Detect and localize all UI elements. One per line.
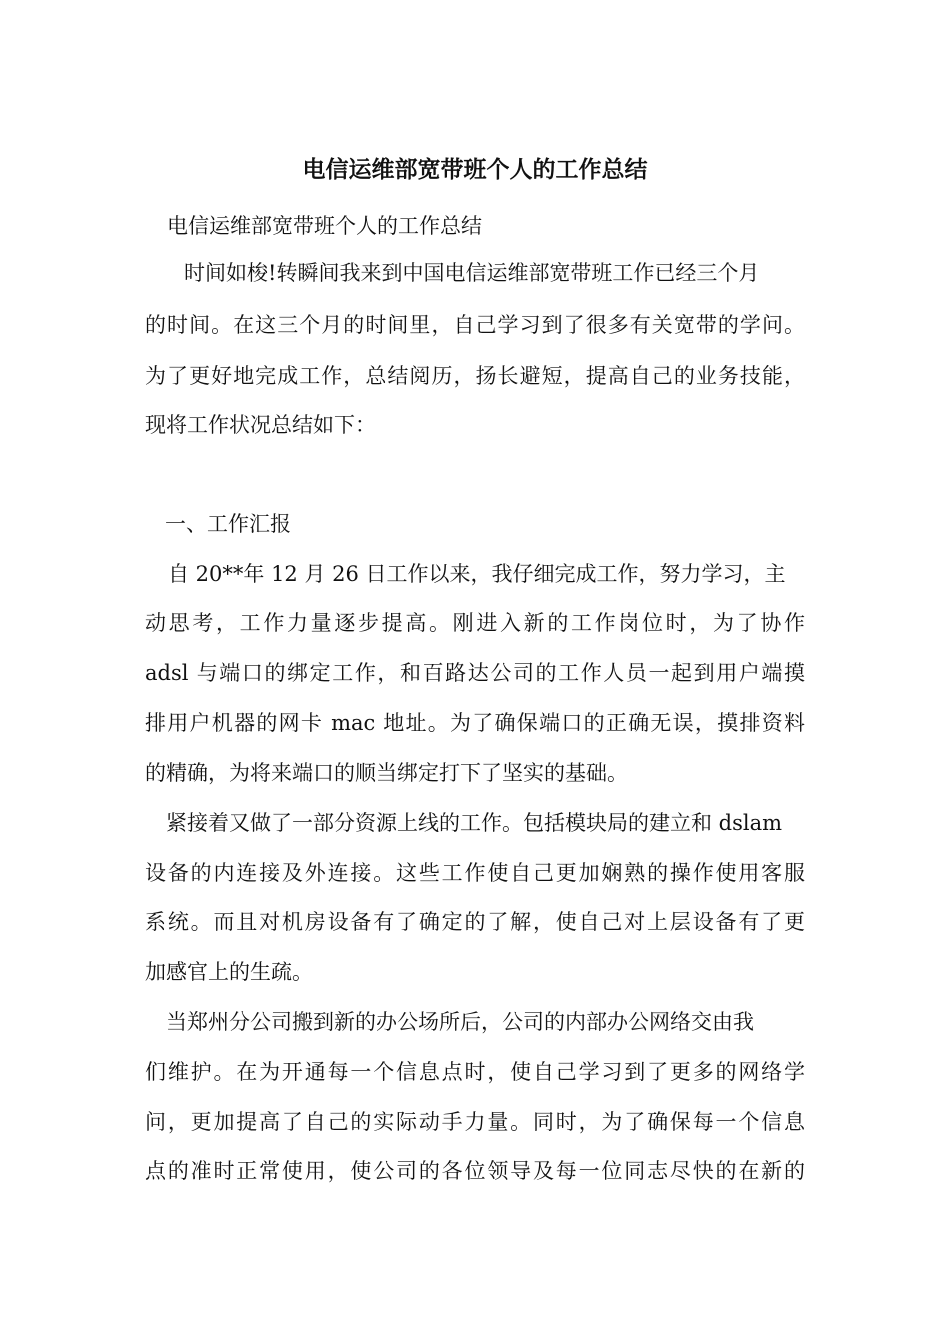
page-title: 电信运维部宽带班个人的工作总结: [302, 156, 648, 183]
paragraph1-line-1: 自 20**年 12 月 26 日工作以来，我仔细完成工作，努力学习，主: [168, 562, 786, 586]
subtitle: 电信运维部宽带班个人的工作总结: [167, 214, 482, 238]
paragraph2-line-4: 加感官上的生疏。: [145, 960, 313, 984]
paragraph3-line-1: 当郑州分公司搬到新的办公场所后，公司的内部办公网络交由我: [166, 1010, 754, 1034]
paragraph1-line-3: adsl 与端口的绑定工作，和百路达公司的工作人员一起到用户端摸: [145, 661, 805, 685]
paragraph3-line-3: 问，更加提高了自己的实际动手力量。同时，为了确保每一个信息: [145, 1110, 805, 1134]
paragraph3-line-4: 点的准时正常使用，使公司的各位领导及每一位同志尽快的在新的: [145, 1159, 805, 1183]
paragraph2-line-2: 设备的内连接及外连接。这些工作使自己更加娴熟的操作使用客服: [145, 861, 805, 885]
intro-line-2: 的时间。在这三个月的时间里，自己学习到了很多有关宽带的学问。: [145, 313, 805, 337]
paragraph2-line-1: 紧接着又做了一部分资源上线的工作。包括模块局的建立和 dslam: [166, 811, 783, 835]
intro-line-1: 时间如梭!转瞬间我来到中国电信运维部宽带班工作已经三个月: [184, 261, 760, 285]
intro-line-4: 现将工作状况总结如下：: [145, 413, 376, 437]
paragraph1-line-4: 排用户机器的网卡 mac 地址。为了确保端口的正确无误，摸排资料: [145, 711, 805, 735]
paragraph1-line-2: 动思考，工作力量逐步提高。刚进入新的工作岗位时，为了协作: [145, 611, 805, 635]
section-heading: 一、工作汇报: [165, 512, 291, 536]
paragraph2-line-3: 系统。而且对机房设备有了确定的了解，使自己对上层设备有了更: [145, 910, 805, 934]
paragraph3-line-2: 们维护。在为开通每一个信息点时，使自己学习到了更多的网络学: [145, 1060, 805, 1084]
intro-line-3: 为了更好地完成工作，总结阅历，扬长避短，提高自己的业务技能，: [145, 364, 805, 388]
paragraph1-line-5: 的精确，为将来端口的顺当绑定打下了坚实的基础。: [145, 761, 628, 785]
